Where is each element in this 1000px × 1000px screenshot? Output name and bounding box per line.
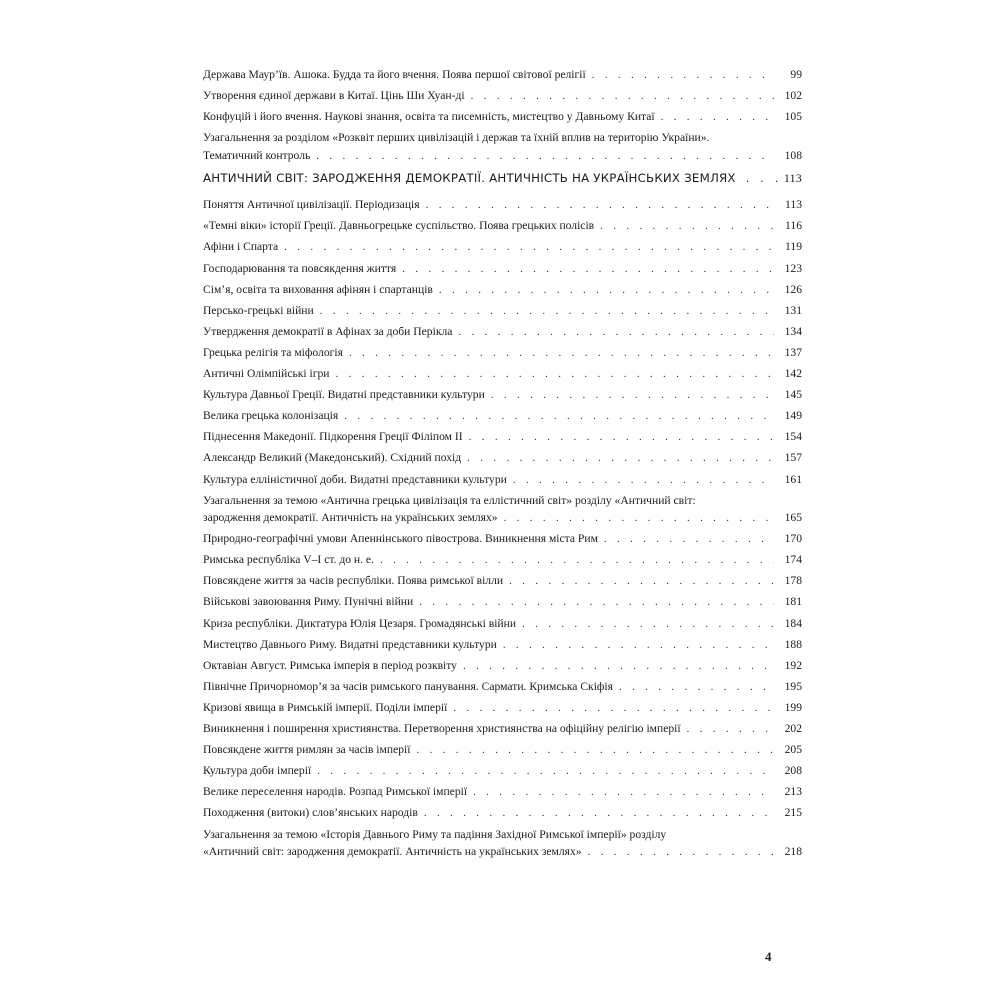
leader-dots (592, 67, 774, 85)
toc-entry-page: 199 (784, 700, 802, 714)
toc-entry (203, 87, 802, 106)
leader-dots (687, 721, 774, 739)
leader-dots (380, 552, 774, 570)
leader-dots (600, 218, 774, 236)
toc-entry-page: 154 (784, 430, 802, 444)
toc-entry (203, 281, 802, 300)
toc-entry (203, 323, 802, 342)
toc-entry-page: 145 (784, 388, 802, 402)
toc-entry-title: Культура Давньої Греції. Видатні представники культури (203, 388, 485, 402)
leader-dots (458, 324, 774, 342)
toc-entry-title: Походження (витоки) слов’янських народів (203, 806, 418, 820)
toc-entry-title: Піднесення Македонії. Підкорення Греції Філіпом ІІ (203, 430, 463, 444)
toc-entry-title: Велике переселення народів. Розпад Римської імперії (203, 785, 468, 799)
toc-entry (203, 720, 802, 739)
toc-entry (203, 471, 802, 490)
toc-bottom-group (203, 196, 802, 861)
toc-entry (203, 551, 802, 570)
toc-entry-title: Криза республіки. Диктатура Юлія Цезаря. Громадянські війни (203, 616, 517, 630)
toc-entry-page: 102 (784, 89, 802, 103)
leader-dots (284, 239, 774, 257)
toc-entry-page: 202 (784, 722, 802, 736)
toc-entry-title: Античні Олімпійські ігри (203, 367, 330, 381)
toc-entry-title: Сім’я, освіта та виховання афінян і спартанців (203, 282, 433, 296)
toc-entry-page: 181 (784, 595, 802, 609)
toc-entry-title: Персько-грецькі війни (203, 303, 314, 317)
section-title: АНТИЧНИЙ СВІТ: ЗАРОДЖЕННЯ ДЕМОКРАТІЇ. АНТИЧНІСТЬ НА УКРАЇНСЬКИХ ЗЕМЛЯХ (203, 171, 736, 186)
leader-dots (416, 742, 774, 760)
toc-entry-title: Повсякдене життя за часів республіки. Поява римської вілли (203, 574, 504, 588)
leader-dots (467, 450, 774, 468)
toc-entry (203, 699, 802, 718)
toc-entry-page: 99 (790, 68, 802, 81)
leader-dots (424, 805, 774, 823)
toc-entry-title: «Античний світ: зародження демократії. Античність на українських землях» (203, 845, 582, 858)
leader-dots (469, 429, 774, 447)
toc-entry-title: Культура елліністичної доби. Видатні представники культури (203, 472, 507, 486)
toc-entry-last-line (203, 843, 802, 862)
toc-entry-page: 165 (784, 511, 802, 525)
leader-dots (344, 408, 774, 426)
toc-entry (203, 344, 802, 363)
toc-entry (203, 530, 802, 549)
leader-dots (473, 784, 774, 802)
toc-entry (203, 636, 802, 655)
leader-dots (513, 472, 774, 490)
toc-entry-title: Конфуцій і його вчення. Наукові знання, освіта та писемність, мистецтво у Давньому Китаї (203, 110, 655, 124)
toc-entry-page: 123 (784, 261, 802, 275)
toc-entry (203, 492, 802, 528)
toc-entry (203, 407, 802, 426)
toc-entry-title: Утвердження демократії в Афінах за доби Перікла (203, 324, 453, 338)
toc-entry (203, 615, 802, 634)
leader-dots (503, 637, 774, 655)
leader-dots (491, 387, 774, 405)
leader-dots (522, 616, 774, 634)
toc-entry-last-line (203, 509, 802, 528)
toc-entry-title: Мистецтво Давнього Риму. Видатні представники культури (203, 637, 497, 651)
leader-dots (619, 679, 774, 697)
section-heading (203, 169, 802, 188)
toc-entry-page: 195 (784, 679, 802, 693)
toc-entry-page: 188 (784, 637, 802, 651)
toc-entry (203, 804, 802, 823)
leader-dots (453, 700, 774, 718)
toc-entry-page: 184 (784, 616, 802, 630)
toc-entry-title: зародження демократії. Античність на українських землях» (203, 511, 498, 525)
toc-entry-title: Північне Причорномор’я за часів римського панування. Сармати. Кримська Скіфія (203, 679, 613, 693)
toc-entry (203, 129, 802, 165)
toc-entry (203, 196, 802, 215)
toc-entry-title: Військові завоювання Риму. Пунічні війни (203, 595, 414, 609)
toc-entry-title: Кризові явища в Римській імперії. Поділи імперії (203, 700, 448, 714)
toc-entry-title: Природно-географічні умови Апеннінського півострова. Виникнення міста Рим (203, 532, 598, 546)
toc-entry-page: 174 (784, 553, 802, 567)
toc-entry (203, 108, 802, 127)
toc-entry (203, 826, 802, 862)
toc-entry (203, 783, 802, 802)
toc-entry-title: Афіни і Спарта (203, 240, 279, 254)
toc-entry-title: Грецька релігія та міфологія (203, 345, 343, 359)
table-of-contents (203, 66, 802, 864)
section-page: 113 (783, 171, 802, 186)
leader-dots (316, 148, 774, 166)
leader-dots (746, 170, 778, 188)
leader-dots (471, 88, 774, 106)
toc-entry (203, 593, 802, 612)
toc-entry (203, 572, 802, 591)
leader-dots (320, 303, 774, 321)
toc-entry-page: 108 (784, 148, 802, 162)
leader-dots (336, 366, 774, 384)
toc-entry (203, 217, 802, 236)
toc-entry-page: 178 (784, 574, 802, 588)
leader-dots (349, 345, 774, 363)
toc-entry (203, 678, 802, 697)
toc-entry-page: 208 (784, 764, 802, 778)
leader-dots (402, 261, 774, 279)
toc-entry (203, 66, 802, 85)
toc-entry-page: 113 (785, 198, 802, 212)
toc-entry (203, 449, 802, 468)
toc-entry-title: Александр Великий (Македонський). Східний похід (203, 451, 462, 465)
toc-entry-title: Велика грецька колонізація (203, 409, 339, 423)
toc-entry-title: Утворення єдиної держави в Китаї. Цінь Ши Хуан-ді (203, 89, 465, 103)
leader-dots (504, 510, 774, 528)
toc-entry-title: «Темні віки» історії Греції. Давньогрецьке суспільство. Поява грецьких полісів (203, 219, 595, 233)
toc-entry-page: 218 (784, 845, 802, 858)
toc-entry-page: 119 (785, 240, 802, 254)
leader-dots (463, 658, 774, 676)
toc-entry-page: 215 (784, 806, 802, 820)
toc-entry-page: 157 (784, 451, 802, 465)
toc-entry-last-line (203, 147, 802, 166)
page-number: 4 (765, 949, 772, 964)
leader-dots (419, 594, 774, 612)
toc-entry-page: 137 (784, 345, 802, 359)
leader-dots (661, 109, 774, 127)
toc-entry-page: 142 (784, 367, 802, 381)
leader-dots (439, 282, 774, 300)
toc-entry (203, 365, 802, 384)
toc-entry (203, 260, 802, 279)
toc-entry-title: Господарювання та повсякдення життя (203, 261, 397, 275)
toc-entry (203, 741, 802, 760)
toc-entry-page: 134 (784, 324, 802, 338)
toc-entry-title: Поняття Античної цивілізації. Періодизація (203, 198, 420, 212)
toc-entry-page: 116 (785, 219, 802, 233)
toc-entry-title: Октавіан Август. Римська імперія в період розквіту (203, 658, 457, 672)
toc-entry (203, 238, 802, 257)
toc-entry (203, 428, 802, 447)
toc-entry-title: Культура доби імперії (203, 764, 312, 778)
toc-top-group (203, 66, 802, 165)
toc-entry-page: 213 (784, 785, 802, 799)
toc-entry-title-line: Узагальнення за темою «Історія Давнього Риму та падіння Західної Римської імперії» розділу (203, 827, 667, 841)
toc-entry (203, 386, 802, 405)
leader-dots (317, 763, 774, 781)
leader-dots (509, 573, 774, 591)
toc-entry-title: Виникнення і поширення християнства. Перетворення християнства на офіційну релігію імперії (203, 722, 681, 736)
toc-entry-title: Римська республіка V–I ст. до н. е. (203, 553, 374, 567)
toc-entry-page: 131 (784, 303, 802, 317)
toc-entry-page: 161 (784, 472, 802, 486)
toc-entry-title-line: Узагальнення за темою «Антична грецька цивілізація та еллістичний світ» розділу «Античний світ: (203, 493, 696, 507)
toc-entry-page: 149 (784, 409, 802, 423)
toc-entry-title-line: Узагальнення за розділом «Розквіт перших цивілізацій і держав та їхній вплив на територію України». (203, 131, 710, 145)
leader-dots (426, 197, 774, 215)
toc-entry-title: Тематичний контроль (203, 148, 311, 162)
toc-entry (203, 657, 802, 676)
toc-entry-title: Повсякдене життя римлян за часів імперії (203, 743, 411, 757)
toc-entry (203, 302, 802, 321)
toc-entry-page: 126 (784, 282, 802, 296)
leader-dots (604, 531, 774, 549)
leader-dots (588, 844, 774, 862)
toc-entry (203, 762, 802, 781)
toc-entry-page: 205 (784, 743, 802, 757)
toc-entry-title: Держава Маур’їв. Ашока. Будда та його вчення. Поява першої світової релігії (203, 68, 586, 81)
toc-entry-page: 170 (784, 532, 802, 546)
toc-entry-page: 105 (784, 110, 802, 124)
toc-entry-page: 192 (784, 658, 802, 672)
